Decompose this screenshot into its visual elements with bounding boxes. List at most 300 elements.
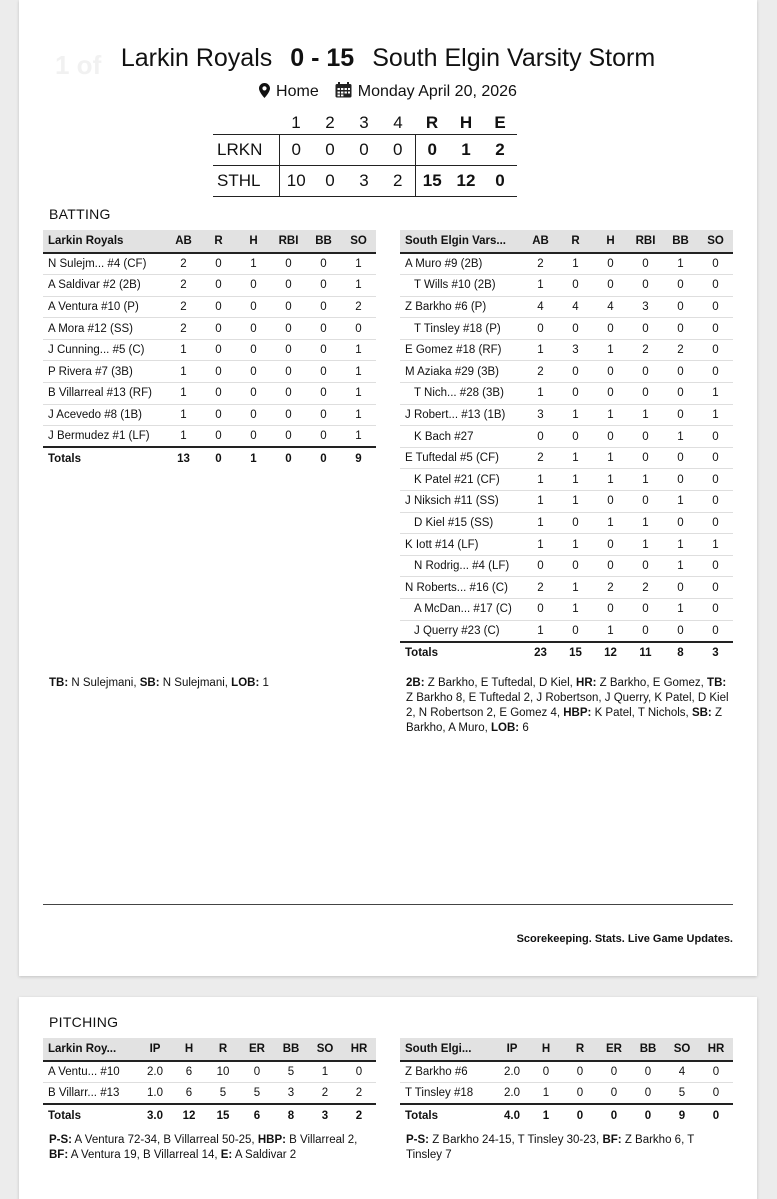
stat-value: 1 [628, 469, 663, 491]
away-pitching-player-row [43, 1083, 376, 1105]
stat-value: 0 [593, 599, 628, 621]
home-pitching-stat-header: BB [631, 1038, 665, 1061]
player-name: T Tinsley #18 [400, 1083, 495, 1105]
away-pitching-team-header: Larkin Roy... [43, 1038, 138, 1061]
home-batting-player-row [400, 339, 733, 361]
stat-value: 0 [663, 318, 698, 340]
stat-value: 0 [201, 318, 236, 340]
away-batting-totals-row [43, 447, 376, 469]
note-label: P-S: [49, 1134, 72, 1146]
note-text: Z Barkho 24-15, T Tinsley 30-23, [429, 1134, 603, 1146]
home-pitching-notes [406, 1133, 731, 1163]
stat-value: 0 [271, 318, 306, 340]
game-location: Home [276, 83, 319, 100]
stat-value: 0 [698, 447, 733, 469]
stat-value: 1 [593, 512, 628, 534]
stat-value: 0 [628, 253, 663, 275]
total-value: 9 [665, 1104, 699, 1126]
stat-value: 0 [236, 339, 271, 361]
stat-value: 0 [593, 275, 628, 297]
home-pitching-totals-row [400, 1104, 733, 1126]
stat-value: 5 [206, 1083, 240, 1105]
stat-value: 0 [597, 1083, 631, 1105]
total-value: 3.0 [138, 1104, 172, 1126]
home-batting-player-row [400, 275, 733, 297]
totals-label: Totals [400, 642, 523, 664]
total-runs: 15 [415, 165, 449, 196]
player-name: K Patel #21 (CF) [400, 469, 523, 491]
stat-value: 1 [558, 534, 593, 556]
totals-label: Totals [43, 1104, 138, 1126]
stat-value: 2 [523, 447, 558, 469]
stat-value: 0 [529, 1061, 563, 1083]
game-date: Monday April 20, 2026 [357, 83, 517, 100]
stat-value: 0 [628, 599, 663, 621]
total-value: 11 [628, 642, 663, 664]
total-value: 8 [663, 642, 698, 664]
home-batting-player-row [400, 361, 733, 383]
stat-value: 1 [523, 339, 558, 361]
stat-value: 1 [663, 534, 698, 556]
home-batting-player-row [400, 404, 733, 426]
player-name: T Nich... #28 (3B) [400, 383, 523, 405]
stat-value: 3 [274, 1083, 308, 1105]
home-batting-header-row [400, 230, 733, 253]
totals-label: Totals [43, 447, 166, 469]
note-label: SB: [139, 677, 160, 689]
stat-value: 1 [558, 577, 593, 599]
total-value: 0 [201, 447, 236, 469]
home-team-name: South Elgin Varsity Storm [372, 44, 656, 72]
note-label: LOB: [491, 722, 520, 734]
total-hits: 12 [449, 165, 483, 196]
stat-value: 1 [628, 512, 663, 534]
stat-value: 1 [628, 534, 663, 556]
away-batting-player-row [43, 339, 376, 361]
away-pitching-player-row [43, 1061, 376, 1083]
stat-value: 1 [593, 339, 628, 361]
home-batting-player-row [400, 599, 733, 621]
player-name: P Rivera #7 (3B) [43, 361, 166, 383]
home-batting-player-row [400, 512, 733, 534]
stat-value: 0 [663, 620, 698, 642]
stat-value: 0 [663, 404, 698, 426]
stat-value: 2 [166, 296, 201, 318]
stat-value: 1 [663, 599, 698, 621]
stat-value: 1 [593, 447, 628, 469]
total-value: 12 [172, 1104, 206, 1126]
home-batting-stat-header: SO [698, 230, 733, 253]
total-value: 1 [236, 447, 271, 469]
line-score-table [213, 108, 517, 197]
stat-value: 1 [698, 534, 733, 556]
home-pitching-stat-header: SO [665, 1038, 699, 1061]
stat-value: 0 [663, 275, 698, 297]
away-batting-player-row [43, 426, 376, 448]
stat-value: 0 [306, 253, 341, 275]
stat-value: 2 [523, 577, 558, 599]
stat-value: 0 [628, 447, 663, 469]
stat-value: 1 [236, 253, 271, 275]
note-label: BF: [49, 1149, 69, 1161]
away-pitching-stat-header: H [172, 1038, 206, 1061]
stat-value: 0 [698, 275, 733, 297]
inning-1-header: 1 [291, 112, 301, 132]
totals-label: Totals [400, 1104, 495, 1126]
stat-value: 1 [698, 404, 733, 426]
stat-value: 0 [523, 555, 558, 577]
note-text: Z Barkho, E Tuftedal, D Kiel, [424, 677, 577, 689]
stat-value: 1 [166, 339, 201, 361]
stat-value: 1 [341, 275, 376, 297]
home-batting-player-row [400, 318, 733, 340]
stat-value: 0 [663, 361, 698, 383]
total-hits: 1 [449, 134, 483, 165]
away-pitching-header-row [43, 1038, 376, 1061]
stat-value: 0 [236, 275, 271, 297]
home-batting-player-row [400, 555, 733, 577]
total-value: 0 [563, 1104, 597, 1126]
inning-score: 0 [313, 134, 347, 165]
away-pitching-stat-header: HR [342, 1038, 376, 1061]
stat-value: 0 [628, 426, 663, 448]
total-value: 9 [341, 447, 376, 469]
total-errors: 0 [483, 165, 517, 196]
away-batting-notes [49, 676, 369, 691]
stat-value: 0 [201, 404, 236, 426]
player-name: T Wills #10 (2B) [400, 275, 523, 297]
stat-value: 0 [593, 534, 628, 556]
stat-value: 0 [563, 1061, 597, 1083]
player-name: A Mora #12 (SS) [43, 318, 166, 340]
stat-value: 5 [665, 1083, 699, 1105]
stat-value: 0 [341, 318, 376, 340]
stat-value: 1 [523, 275, 558, 297]
stat-value: 0 [698, 512, 733, 534]
stat-value: 0 [558, 361, 593, 383]
footer-tagline: Scorekeeping. Stats. Live Game Updates. [516, 933, 733, 945]
player-name: J Niksich #11 (SS) [400, 491, 523, 513]
stat-value: 0 [593, 361, 628, 383]
box-score-card [19, 0, 757, 976]
line-score-header [213, 108, 517, 134]
player-name: M Aziaka #29 (3B) [400, 361, 523, 383]
stat-value: 1 [558, 491, 593, 513]
home-batting-player-row [400, 447, 733, 469]
note-label: TB: [707, 677, 727, 689]
line-score-team: LRKN [213, 134, 279, 165]
total-value: 8 [274, 1104, 308, 1126]
total-value: 3 [698, 642, 733, 664]
away-batting-player-row [43, 361, 376, 383]
stat-value: 0 [236, 404, 271, 426]
total-errors: 2 [483, 134, 517, 165]
away-batting-stat-header: BB [306, 230, 341, 253]
stat-value: 0 [201, 339, 236, 361]
stat-value: 0 [663, 383, 698, 405]
stat-value: 2 [523, 361, 558, 383]
stat-value: 0 [201, 296, 236, 318]
inning-score: 0 [347, 134, 381, 165]
away-batting-stat-header: SO [341, 230, 376, 253]
stat-value: 1 [593, 469, 628, 491]
pitching-card [19, 997, 757, 1199]
home-pitching-header-row [400, 1038, 733, 1061]
away-batting-table [43, 230, 376, 469]
stat-value: 1 [558, 469, 593, 491]
stat-value: 2.0 [495, 1083, 529, 1105]
stat-value: 0 [306, 296, 341, 318]
home-batting-stat-header: BB [663, 230, 698, 253]
stat-value: 0 [593, 426, 628, 448]
note-text: Z Barkho, A Muro, [406, 707, 722, 734]
stat-value: 0 [306, 318, 341, 340]
stat-value: 0 [523, 318, 558, 340]
stat-value: 0 [271, 404, 306, 426]
inning-4-header: 4 [393, 112, 403, 132]
note-text: Z Barkho 6, T Tinsley 7 [406, 1134, 695, 1161]
game-title [19, 44, 757, 73]
stat-value: 1 [698, 383, 733, 405]
stat-value: 0 [593, 318, 628, 340]
player-name: A McDan... #17 (C) [400, 599, 523, 621]
stat-value: 2 [166, 253, 201, 275]
stat-value: 1 [523, 469, 558, 491]
player-name: N Roberts... #16 (C) [400, 577, 523, 599]
stat-value: 0 [698, 296, 733, 318]
inning-score: 2 [381, 165, 415, 196]
stat-value: 0 [699, 1083, 733, 1105]
stat-value: 1 [558, 447, 593, 469]
stat-value: 0 [271, 426, 306, 448]
total-value: 0 [699, 1104, 733, 1126]
stat-value: 0 [663, 447, 698, 469]
stat-value: 0 [271, 339, 306, 361]
stat-value: 2.0 [138, 1061, 172, 1083]
home-pitching-team-header: South Elgi... [400, 1038, 495, 1061]
away-batting-team-header: Larkin Royals [43, 230, 166, 253]
note-label: HR: [576, 677, 597, 689]
stat-value: 0 [628, 620, 663, 642]
stat-value: 1 [523, 534, 558, 556]
stat-value: 0 [271, 253, 306, 275]
inning-score: 3 [347, 165, 381, 196]
total-value: 6 [240, 1104, 274, 1126]
home-pitching-player-row [400, 1083, 733, 1105]
home-batting-player-row [400, 469, 733, 491]
stat-value: 0 [236, 296, 271, 318]
away-batting-stat-header: RBI [271, 230, 306, 253]
home-batting-table [400, 230, 733, 664]
home-pitching-stat-header: ER [597, 1038, 631, 1061]
away-pitching-totals-row [43, 1104, 376, 1126]
stat-value: 1 [558, 404, 593, 426]
stat-value: 3 [523, 404, 558, 426]
stat-value: 0 [593, 491, 628, 513]
stat-value: 4 [593, 296, 628, 318]
away-batting-player-row [43, 275, 376, 297]
away-pitching-notes [49, 1133, 369, 1163]
inning-score: 0 [381, 134, 415, 165]
away-pitching-stat-header: IP [138, 1038, 172, 1061]
player-name: J Bermudez #1 (LF) [43, 426, 166, 448]
stat-value: 0 [201, 383, 236, 405]
player-name: B Villarr... #13 [43, 1083, 138, 1105]
stat-value: 0 [201, 361, 236, 383]
stat-value: 0 [523, 599, 558, 621]
stat-value: 2 [308, 1083, 342, 1105]
stat-value: 2.0 [495, 1061, 529, 1083]
inning-score: 0 [313, 165, 347, 196]
stat-value: 2 [593, 577, 628, 599]
player-name: B Villarreal #13 (RF) [43, 383, 166, 405]
stat-value: 0 [663, 512, 698, 534]
stat-value: 1 [663, 426, 698, 448]
stat-value: 0 [271, 296, 306, 318]
stat-value: 1 [663, 253, 698, 275]
away-team-name: Larkin Royals [120, 44, 273, 72]
away-batting-stat-header: H [236, 230, 271, 253]
total-value: 15 [558, 642, 593, 664]
home-pitching-stat-header: H [529, 1038, 563, 1061]
note-text: A Ventura 19, B Villarreal 14, [68, 1149, 221, 1161]
stat-value: 0 [631, 1083, 665, 1105]
note-text: 1 [259, 677, 269, 689]
stat-value: 4 [665, 1061, 699, 1083]
away-pitching-stat-header: SO [308, 1038, 342, 1061]
player-name: N Sulejm... #4 (CF) [43, 253, 166, 275]
stat-value: 0 [201, 275, 236, 297]
player-name: J Cunning... #5 (C) [43, 339, 166, 361]
stat-value: 0 [271, 361, 306, 383]
batting-section-label: BATTING [49, 206, 111, 222]
stat-value: 0 [306, 339, 341, 361]
pitching-section-label: PITCHING [49, 1014, 119, 1030]
stat-value: 0 [663, 469, 698, 491]
away-batting-player-row [43, 253, 376, 275]
note-label: BF: [602, 1134, 622, 1146]
errors-header: E [494, 112, 506, 132]
note-text: 6 [519, 722, 529, 734]
stat-value: 0 [698, 339, 733, 361]
runs-header: R [425, 112, 439, 132]
stat-value: 1 [558, 599, 593, 621]
note-text: Z Barkho 8, E Tuftedal 2, J Robertson, J Querry, K Patel, D Kiel 2, N Robertson 2, E Gomez 4, [406, 692, 729, 719]
stat-value: 0 [593, 253, 628, 275]
line-score-row-away [213, 134, 517, 165]
stat-value: 1 [166, 383, 201, 405]
stat-value: 3 [628, 296, 663, 318]
stat-value: 1 [523, 491, 558, 513]
stat-value: 1 [341, 383, 376, 405]
home-batting-player-row [400, 577, 733, 599]
inning-score: 0 [279, 134, 313, 165]
home-batting-player-row [400, 534, 733, 556]
player-name: A Muro #9 (2B) [400, 253, 523, 275]
stat-value: 5 [240, 1083, 274, 1105]
stat-value: 0 [240, 1061, 274, 1083]
total-value: 23 [523, 642, 558, 664]
stat-value: 1 [558, 253, 593, 275]
stat-value: 1 [593, 404, 628, 426]
total-value: 0 [597, 1104, 631, 1126]
stat-value: 0 [698, 318, 733, 340]
home-batting-player-row [400, 426, 733, 448]
stat-value: 1 [341, 426, 376, 448]
stat-value: 2 [628, 339, 663, 361]
player-name: A Saldivar #2 (2B) [43, 275, 166, 297]
player-name: N Rodrig... #4 (LF) [400, 555, 523, 577]
stat-value: 4 [523, 296, 558, 318]
stat-value: 0 [663, 577, 698, 599]
stat-value: 0 [236, 318, 271, 340]
hits-header: H [459, 112, 473, 132]
stat-value: 0 [236, 383, 271, 405]
stat-value: 0 [698, 426, 733, 448]
total-value: 15 [206, 1104, 240, 1126]
stat-value: 1 [663, 555, 698, 577]
stat-value: 1 [166, 404, 201, 426]
player-name: E Tuftedal #5 (CF) [400, 447, 523, 469]
stat-value: 2 [166, 275, 201, 297]
stat-value: 1 [663, 491, 698, 513]
stat-value: 0 [306, 361, 341, 383]
stat-value: 3 [558, 339, 593, 361]
total-value: 0 [306, 447, 341, 469]
stat-value: 1 [308, 1061, 342, 1083]
note-label: TB: [49, 677, 69, 689]
stat-value: 0 [628, 555, 663, 577]
home-pitching-stat-header: R [563, 1038, 597, 1061]
inning-2-header: 2 [325, 112, 335, 132]
total-value: 4.0 [495, 1104, 529, 1126]
line-score-row-home [213, 165, 517, 196]
player-name: J Robert... #13 (1B) [400, 404, 523, 426]
stat-value: 0 [628, 275, 663, 297]
stat-value: 0 [593, 383, 628, 405]
stat-value: 0 [201, 253, 236, 275]
location-pin-icon [259, 83, 270, 103]
home-batting-totals-row [400, 642, 733, 664]
note-text: A Saldivar 2 [232, 1149, 297, 1161]
home-pitching-stat-header: IP [495, 1038, 529, 1061]
page-watermark: 1 of [55, 50, 102, 80]
stat-value: 0 [558, 620, 593, 642]
home-batting-stat-header: H [593, 230, 628, 253]
stat-value: 0 [558, 383, 593, 405]
away-batting-player-row [43, 404, 376, 426]
home-pitching-table [400, 1038, 733, 1126]
home-batting-player-row [400, 296, 733, 318]
total-runs: 0 [415, 134, 449, 165]
away-batting-header-row [43, 230, 376, 253]
player-name: K Bach #27 [400, 426, 523, 448]
total-value: 13 [166, 447, 201, 469]
stat-value: 2 [523, 253, 558, 275]
player-name: T Tinsley #18 (P) [400, 318, 523, 340]
stat-value: 0 [698, 555, 733, 577]
stat-value: 2 [342, 1083, 376, 1105]
stat-value: 0 [558, 555, 593, 577]
stat-value: 2 [628, 577, 663, 599]
stat-value: 0 [628, 491, 663, 513]
stat-value: 0 [628, 361, 663, 383]
away-batting-player-row [43, 318, 376, 340]
note-label: E: [220, 1149, 233, 1161]
away-pitching-stat-header: R [206, 1038, 240, 1061]
stat-value: 0 [563, 1083, 597, 1105]
game-info [19, 82, 757, 103]
